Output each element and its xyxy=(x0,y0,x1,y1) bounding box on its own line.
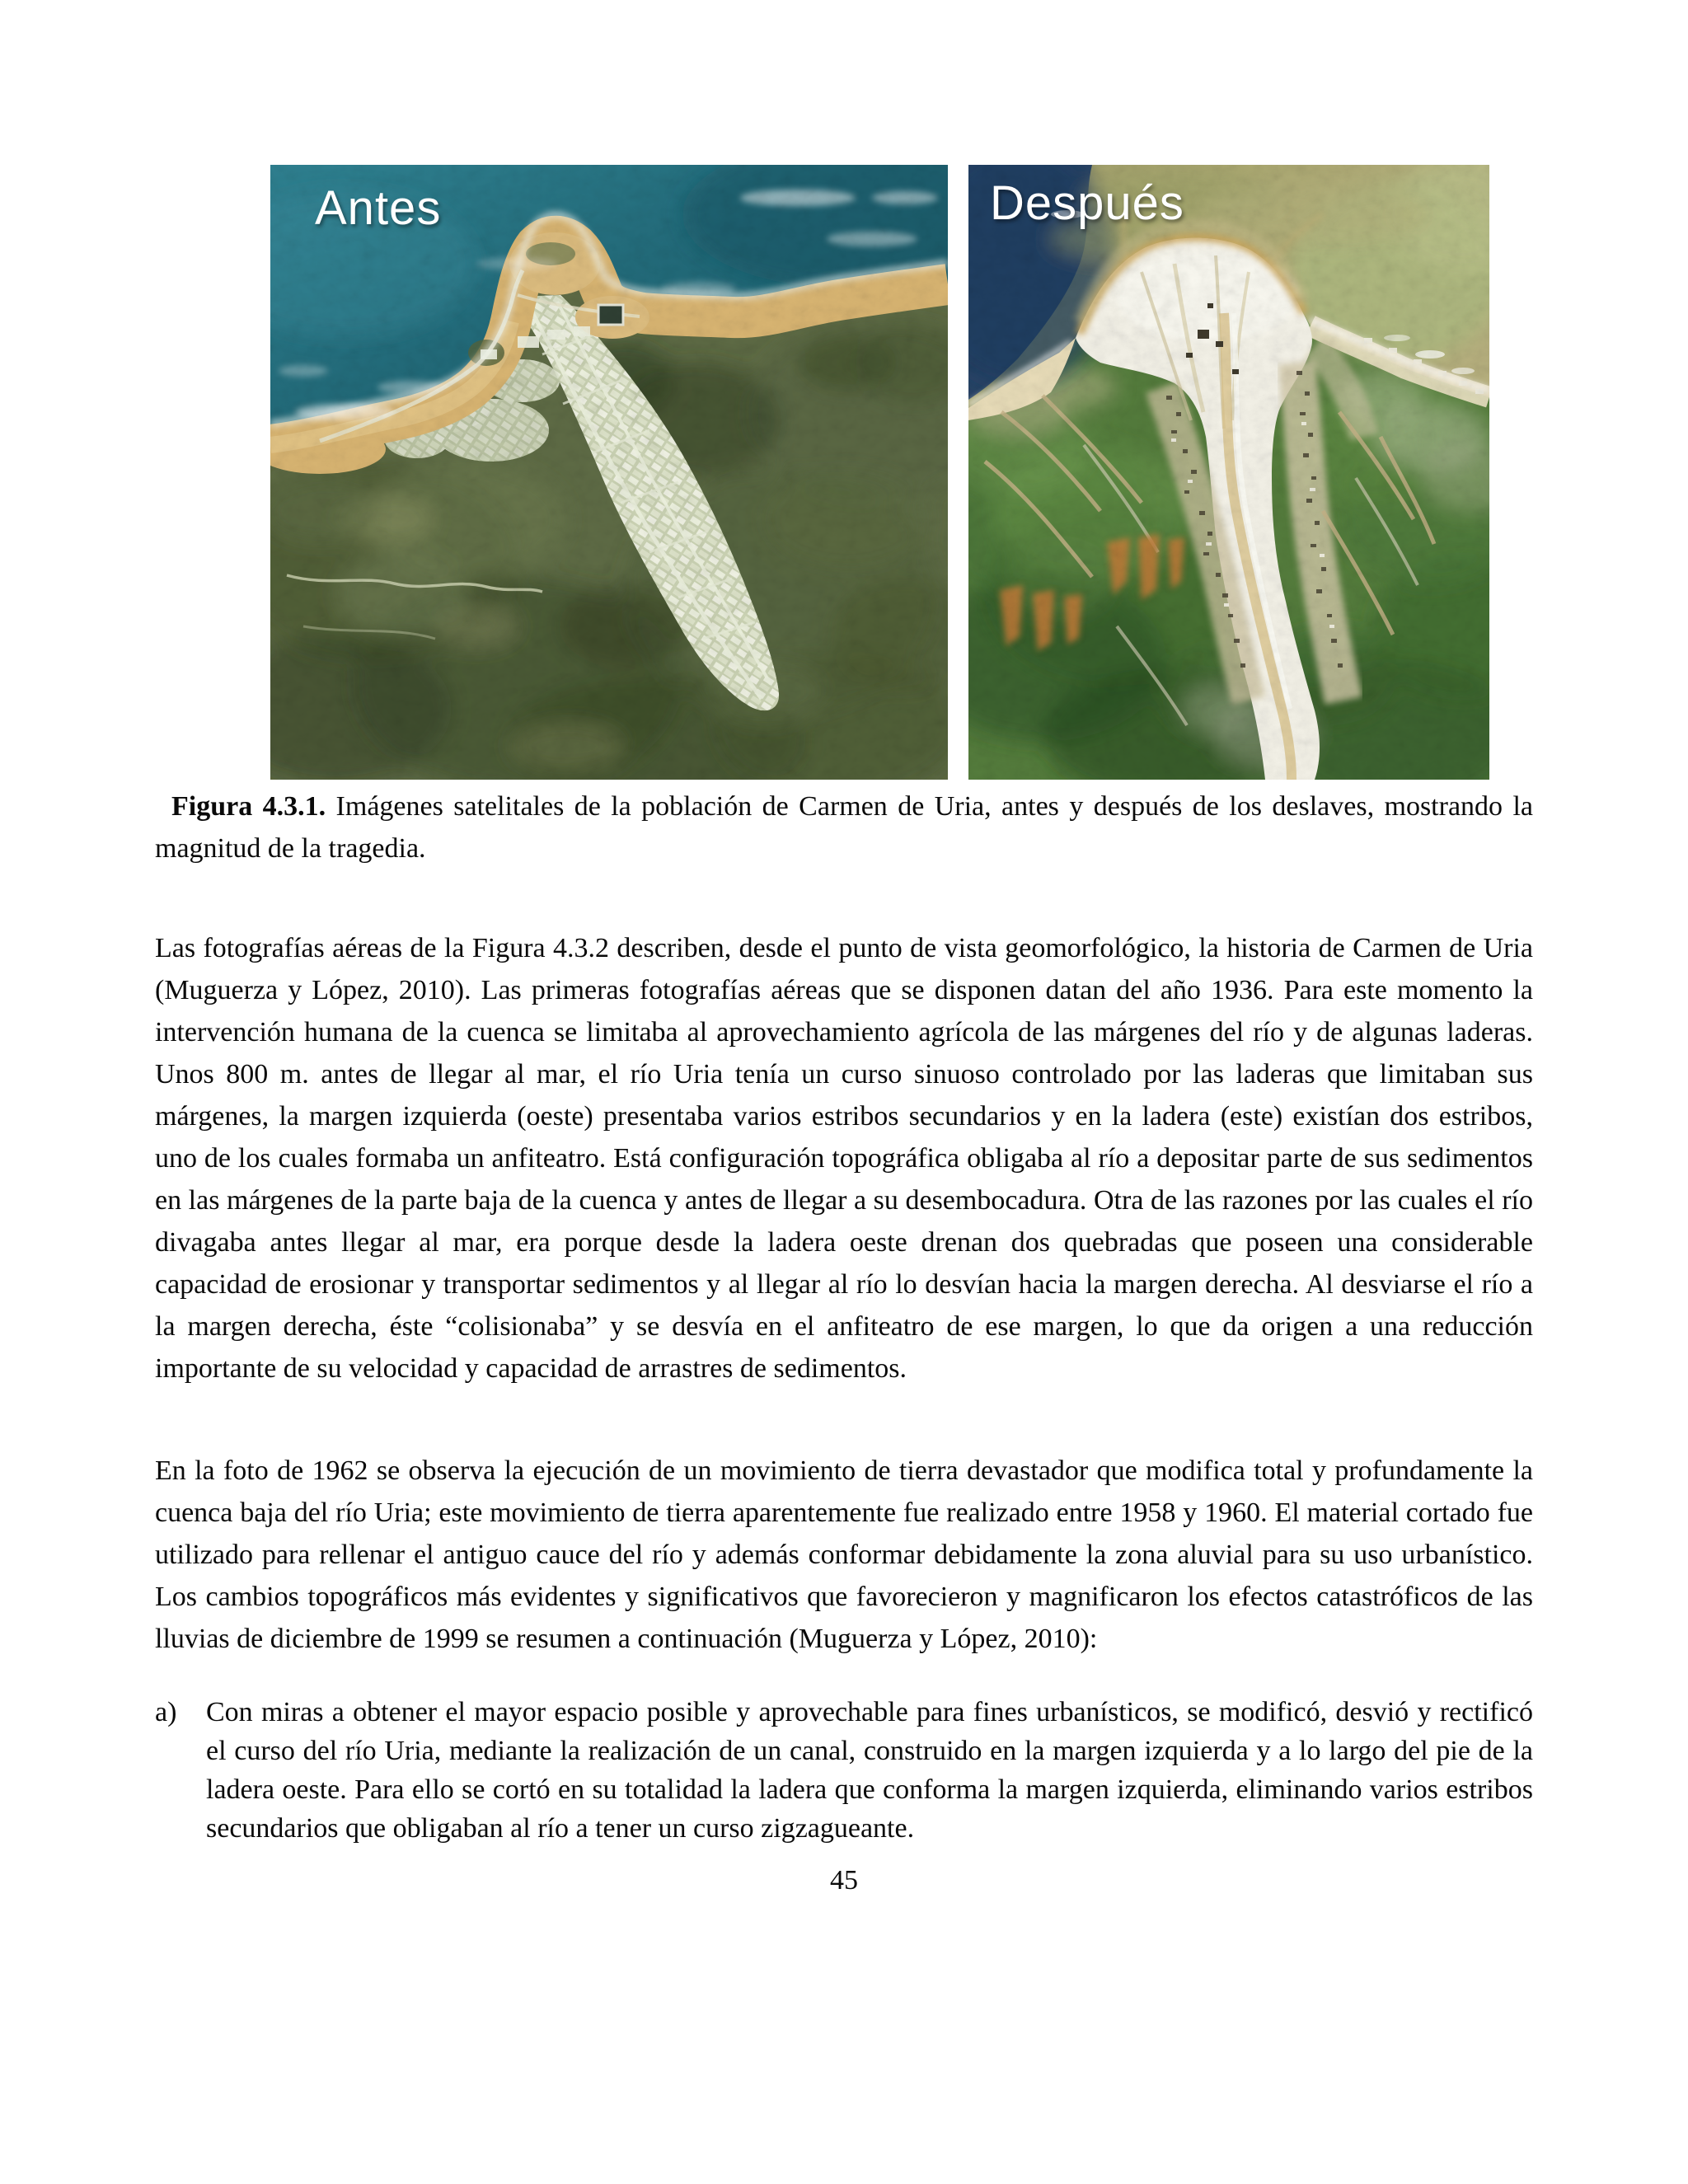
paragraph-2: En la foto de 1962 se observa la ejecución de un movimiento de tierra devastador que modifica total y profundamente la cuenca baja del río Uria; este movimiento de tierra aparentemente fue realizado entre 1958 y 1960. El material cortado fue utilizado para rellenar el antiguo cauce del río y además conformar debidamente la zona aluvial para su uso urbanístico. Los cambios topográficos más evidentes y significativos que favorecieron y magnificaron los efectos catastróficos de las lluvias de diciembre de 1999 se resumen a continuación (Muguerza y López, 2010): xyxy=(155,1455,1533,1654)
satellite-image-after xyxy=(968,165,1489,780)
paragraph-1: Las fotografías aéreas de la Figura 4.3.2 describen, desde el punto de vista geomorfológico, la historia de Carmen de Uria (Muguerza y López, 2010). Las primeras fotografías aéreas que se disponen datan del año 1936. Para este momento la intervención humana de la cuenca se limitaba al aprovechamiento agrícola de las márgenes del río y de algunas laderas. Unos 800 m. antes de llegar al mar, el río Uria tenía un curso sinuoso controlado por las laderas que limitaban sus márgenes, la margen izquierda (oeste) presentaba varios estribos secundarios y en la ladera (este) existían dos estribos, uno de los cuales formaba un anfiteatro. Está configuración topográfica obligaba al río a depositar parte de sus sedimentos en las márgenes de la parte baja de la cuenca y antes de llegar a su desembocadura. Otra de las razones por las cuales el río divagaba antes llegar al mar, era porque desde la ladera oeste drenan dos quebradas que poseen una considerable capacidad de erosionar y transportar sedimentos y al llegar al río lo desvían hacia la margen derecha. Al desviarse el río a la margen derecha, éste “colisionaba” y se desvía en el anfiteatro de ese margen, lo que da origen a una reducción importante de su velocidad y capacidad de arrastres de sedimentos. xyxy=(155,933,1533,1384)
after-label: Después xyxy=(990,176,1184,230)
figure-431 xyxy=(270,165,1533,780)
before-grain-texture xyxy=(270,165,948,780)
list-item-a xyxy=(155,1693,1533,1848)
figure-caption-text: Imágenes satelitales de la población de Carmen de Uria, antes y después de los deslaves, mostrando la magnitud de la tragedia. xyxy=(155,791,1533,864)
figure-caption-number: Figura 4.3.1. xyxy=(171,791,326,822)
before-satellite-art xyxy=(270,165,948,780)
list-item-a-marker: a) xyxy=(155,1697,177,1727)
satellite-image-before xyxy=(270,165,948,780)
page-number: 45 xyxy=(830,1865,858,1896)
before-label: Antes xyxy=(315,181,442,235)
after-grain-texture xyxy=(968,165,1489,780)
list-item-a-text: Con miras a obtener el mayor espacio posible y aprovechable para fines urbanísticos, se modificó, desvió y rectificó el curso del río Uria, mediante la realización de un canal, construido en la margen izquierda y a lo largo del pie de la ladera oeste. Para ello se cortó en su totalidad la ladera que conforma la margen izquierda, eliminando varios estribos secundarios que obligaban al río a tener un curso zigzagueante. xyxy=(206,1697,1533,1844)
after-satellite-art xyxy=(968,165,1489,780)
figure-caption xyxy=(155,785,1533,869)
